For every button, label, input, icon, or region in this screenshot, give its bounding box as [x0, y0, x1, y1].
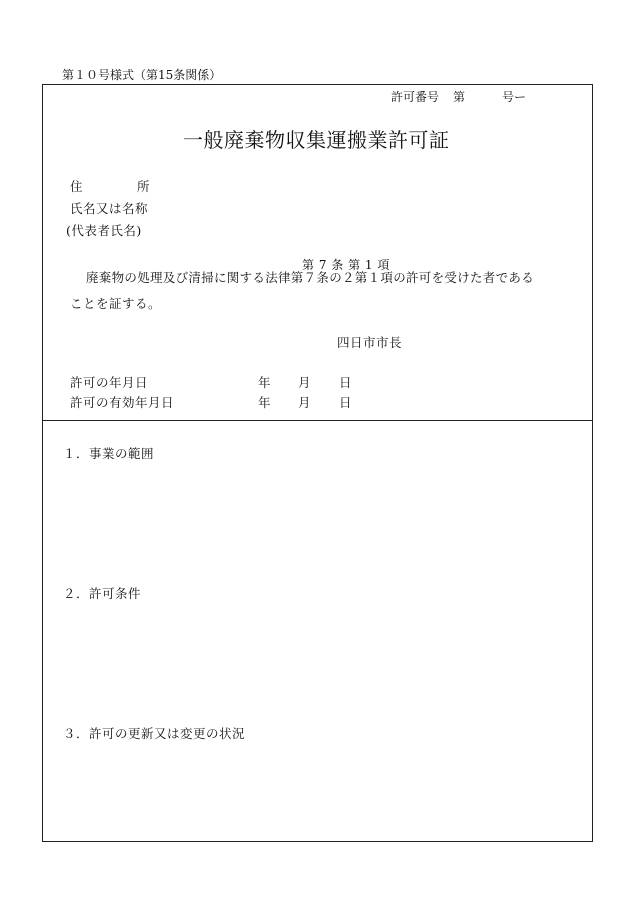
- permit-date-year: 年: [258, 375, 272, 390]
- section-renewal-changes: ３．許可の更新又は変更の状況: [63, 726, 246, 741]
- permit-number-label: 許可番号: [391, 90, 440, 104]
- document-title: 一般廃棄物収集運搬業許可証: [183, 128, 450, 152]
- section-permit-conditions: ２．許可条件: [63, 586, 142, 601]
- certification-text-line2: ことを証する。: [70, 296, 162, 311]
- validity-date-day: 日: [339, 395, 353, 410]
- permit-date-month: 月: [298, 375, 312, 390]
- form-number-label: 第１０号様式（第15条関係）: [62, 68, 222, 82]
- permit-number-suffix: 号ー: [502, 90, 527, 104]
- permit-details-box: [42, 421, 593, 842]
- address-label-first: 住: [70, 179, 84, 194]
- representative-label: (代表者氏名): [66, 223, 142, 238]
- validity-date-year: 年: [258, 395, 272, 410]
- address-label-second: 所: [137, 179, 151, 194]
- validity-date-month: 月: [298, 395, 312, 410]
- issuer-name: 四日市市長: [337, 335, 403, 350]
- certification-text-line1: 廃棄物の処理及び清掃に関する法律第７条の２第１項の許可を受けた者である: [86, 270, 535, 285]
- permit-number-prefix: 第: [453, 90, 466, 104]
- validity-date-label: 許可の有効年月日: [70, 395, 175, 410]
- section-business-scope: １．事業の範囲: [63, 446, 155, 461]
- article-reference: 第 7 条 第 1 項: [302, 258, 390, 272]
- permit-date-label: 許可の年月日: [70, 375, 149, 390]
- name-label: 氏名又は名称: [70, 201, 149, 216]
- permit-date-day: 日: [339, 375, 353, 390]
